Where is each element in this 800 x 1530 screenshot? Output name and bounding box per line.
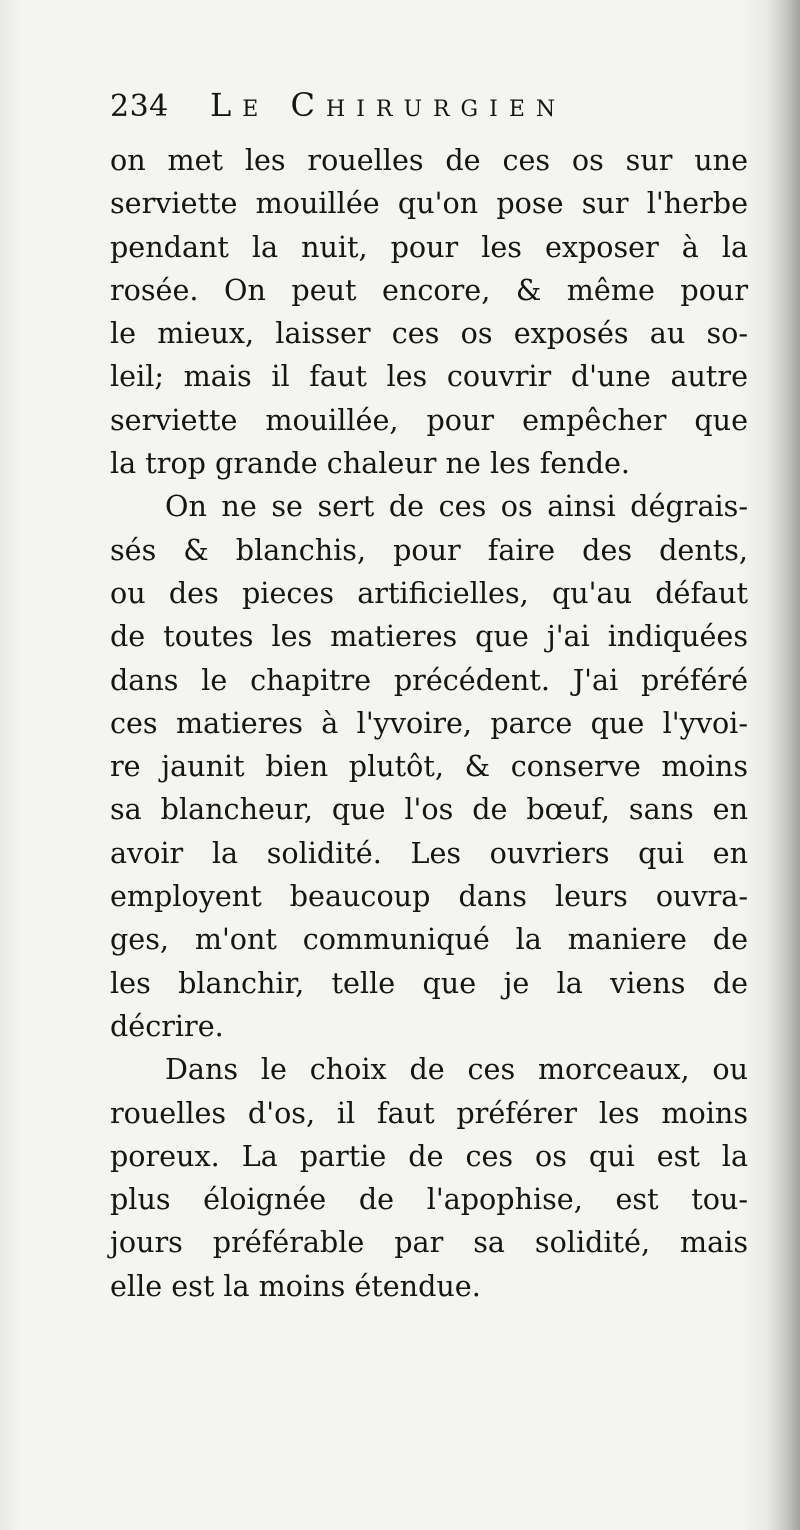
text-line: le mieux, laisser ces os exposés au so-: [110, 316, 748, 351]
text-line: employent beaucoup dans leurs ouvra-: [110, 879, 748, 914]
text-line: ou des pieces artificielles, qu'au défaut: [110, 575, 748, 610]
text-line: ces matieres à l'yvoire, parce que l'yvoi-: [110, 705, 748, 740]
text-line: de toutes les matieres que j'ai indiquées: [110, 619, 748, 654]
text-line: Dans le choix de ces morceaux, ou: [165, 1052, 748, 1087]
page-number: 234: [110, 89, 169, 124]
text-line: on met les rouelles de ces os sur une: [110, 143, 748, 177]
text-line: sés & blanchis, pour faire des dents,: [110, 532, 748, 567]
text-line: pendant la nuit, pour les exposer à la: [110, 229, 748, 264]
text-line: sa blancheur, que l'os de bœuf, sans en: [110, 792, 748, 827]
text-line: les blanchir, telle que je la viens de: [110, 965, 748, 1000]
text-line: serviette mouillée qu'on pose sur l'herbe: [110, 186, 748, 221]
text-line: plus éloignée de l'apophise, est tou-: [110, 1182, 748, 1217]
text-line: On ne se sert de ces os ainsi dégrais-: [165, 489, 748, 524]
running-head: [110, 80, 670, 130]
text-line: rosée. On peut encore, & même pour: [110, 272, 748, 307]
text-line: leil; mais il faut les couvrir d'une autre: [110, 359, 748, 394]
running-title: Le Chirurgien: [210, 86, 567, 124]
text-line: ges, m'ont communiqué la maniere de: [110, 922, 748, 957]
text-line: avoir la solidité. Les ouvriers qui en: [110, 835, 748, 870]
text-line: la trop grande chaleur ne les fende.: [110, 446, 631, 481]
text-line: elle est la moins étendue.: [110, 1268, 481, 1303]
page-edge-shadow: [766, 0, 800, 1530]
text-line: dans le chapitre précédent. J'ai préféré: [110, 662, 748, 697]
body-text: [110, 139, 748, 1308]
text-line: poreux. La partie de ces os qui est la: [110, 1138, 748, 1173]
text-line: serviette mouillée, pour empêcher que: [110, 402, 748, 437]
text-line: jours préférable par sa solidité, mais: [110, 1225, 748, 1260]
text-line: rouelles d'os, il faut préférer les moins: [110, 1095, 748, 1130]
text-line: re jaunit bien plutôt, & conserve moins: [110, 749, 748, 784]
text-line: décrire.: [110, 1008, 224, 1043]
